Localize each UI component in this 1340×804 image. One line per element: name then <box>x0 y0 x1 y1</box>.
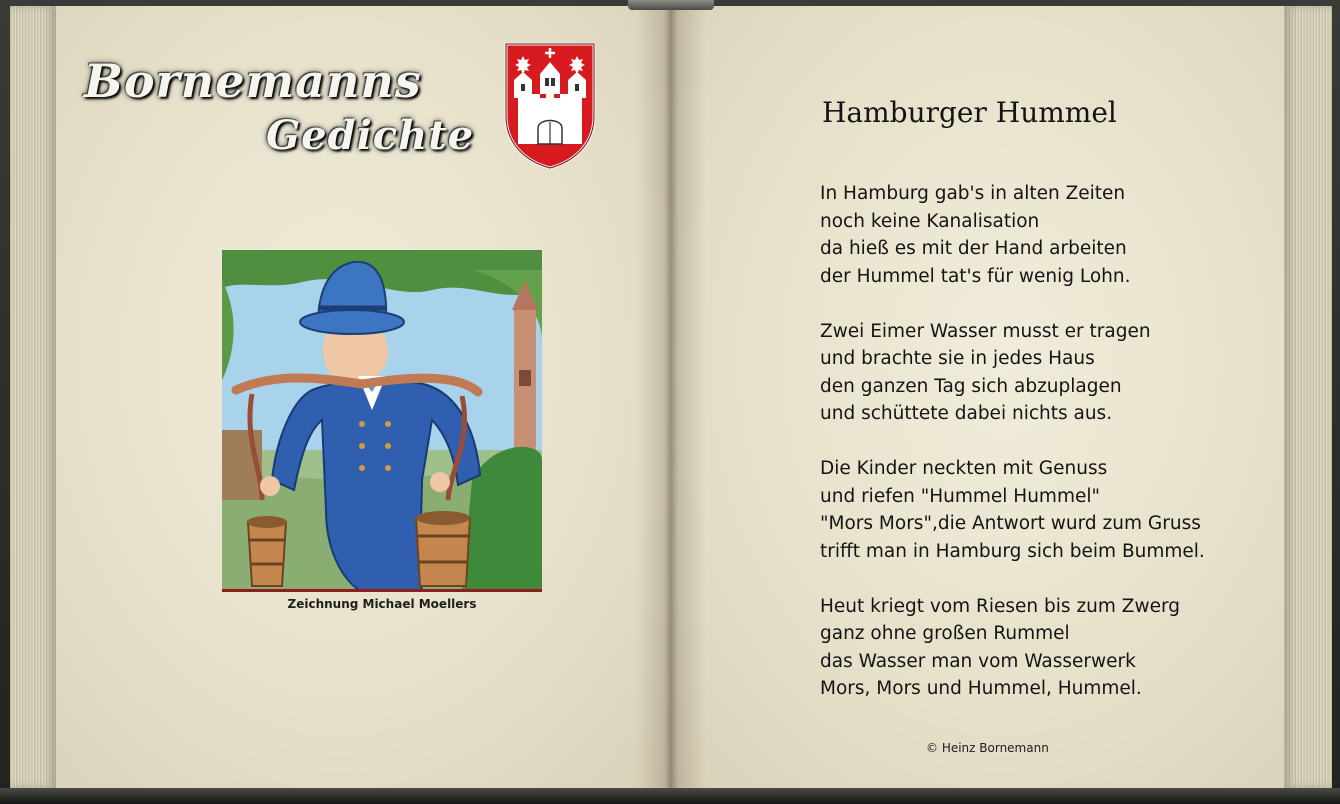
book-bottom-edge <box>0 788 1340 804</box>
poem-line: das Wasser man vom Wasserwerk <box>820 650 1136 672</box>
poem-line: der Hummel tat's für wenig Lohn. <box>820 265 1131 287</box>
site-title-line-2: Gedichte <box>266 112 475 159</box>
illustration-caption: Zeichnung Michael Moellers <box>287 597 477 611</box>
water-carrier-illustration <box>222 250 542 592</box>
left-page-edges <box>10 6 56 788</box>
book-gutter <box>636 6 706 788</box>
poem-line: den ganzen Tag sich abzuplagen <box>820 375 1122 397</box>
poem-line: ganz ohne großen Rummel <box>820 623 1070 644</box>
poem-line: Mors, Mors und Hummel, Hummel. <box>820 678 1142 699</box>
poem-line: trifft man in Hamburg sich beim Bummel. <box>820 540 1205 562</box>
poem-line: Zwei Eimer Wasser musst er tragen <box>820 320 1151 342</box>
hamburg-coat-of-arms-icon <box>504 42 596 170</box>
spine-clip <box>628 0 714 10</box>
poem-stanza <box>820 593 1260 703</box>
site-title-line-1: Bornemanns <box>84 54 422 108</box>
poem-line: und schüttete dabei nichts aus. <box>820 403 1113 424</box>
poem-stanza <box>820 455 1260 565</box>
right-page-edges <box>1284 6 1332 788</box>
poem-line: noch keine Kanalisation <box>820 210 1040 232</box>
poem-line: Die Kinder neckten mit Genuss <box>820 458 1108 479</box>
copyright-notice: © Heinz Bornemann <box>926 741 1049 755</box>
poem-line: und brachte sie in jedes Haus <box>820 348 1095 369</box>
poem-line: und riefen "Hummel Hummel" <box>820 485 1101 507</box>
poem-line: da hieß es mit der Hand arbeiten <box>820 238 1127 259</box>
poem-title: Hamburger Hummel <box>822 96 1117 129</box>
poem-body <box>820 180 1260 730</box>
poem-stanza <box>820 180 1260 290</box>
poem-stanza <box>820 318 1260 428</box>
poem-line: "Mors Mors",die Antwort wurd zum Gruss <box>820 513 1201 534</box>
poem-line: Heut kriegt vom Riesen bis zum Zwerg <box>820 595 1180 617</box>
poem-line: In Hamburg gab's in alten Zeiten <box>820 183 1126 204</box>
